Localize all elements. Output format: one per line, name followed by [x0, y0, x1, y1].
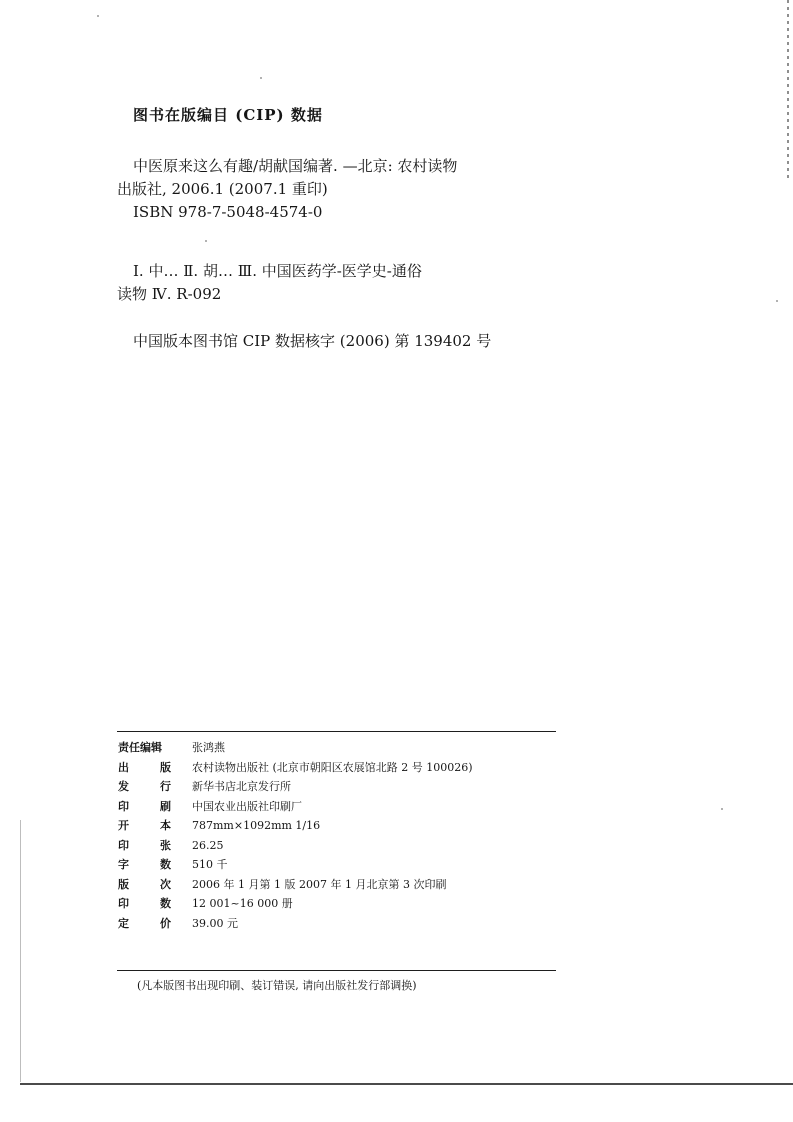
scan-speck: [776, 300, 778, 302]
colophon-value: 510 千: [192, 858, 228, 871]
colophon-value: 中国农业出版社印刷厂: [192, 799, 302, 813]
colophon-label: 定 价: [118, 916, 171, 930]
cip-record-line: 中国版本图书馆 CIP 数据核字 (2006) 第 139402 号: [133, 332, 492, 350]
cip-heading: 图书在版编目 (CIP) 数据: [133, 106, 323, 124]
scan-edge-left: [20, 820, 21, 1082]
colophon-table: [118, 738, 558, 933]
colophon-row-wordcount: [118, 855, 558, 875]
colophon-value: 12 001~16 000 册: [192, 897, 293, 910]
cip-classification: [117, 260, 422, 306]
scan-speck: [721, 808, 723, 810]
colophon-label: 印 刷: [118, 799, 171, 813]
colophon-value: 农村读物出版社 (北京市朝阳区农展馆北路 2 号 100026): [192, 760, 473, 774]
scan-speck: [205, 240, 207, 242]
colophon-row-sheets: [118, 836, 558, 856]
colophon-value: 张鸿燕: [192, 741, 225, 754]
colophon-value: 26.25: [192, 838, 224, 852]
misprint-notice: (凡本版图书出现印刷、装订错误, 请向出版社发行部调换): [137, 979, 417, 992]
colophon-top-rule: [117, 731, 556, 732]
colophon-label: 字 数: [118, 858, 171, 871]
colophon-label: 责任编辑: [118, 741, 162, 754]
colophon-row-price: [118, 914, 558, 934]
colophon-value: 新华书店北京发行所: [192, 780, 291, 793]
colophon-row-printer: [118, 797, 558, 817]
scan-edge-bottom: [20, 1083, 793, 1085]
colophon-bottom-rule: [117, 970, 556, 971]
colophon-row-format: [118, 816, 558, 836]
colophon-value: 2006 年 1 月第 1 版 2007 年 1 月北京第 3 次印刷: [192, 877, 447, 891]
colophon-row-printrun: [118, 894, 558, 914]
cip-publisher-line: 出版社, 2006.1 (2007.1 重印): [117, 180, 328, 198]
colophon-label: 印 张: [118, 838, 171, 852]
scan-speck: [97, 15, 99, 17]
colophon-value: 787mm×1092mm 1/16: [192, 819, 321, 832]
cip-class-line-1: Ⅰ. 中… Ⅱ. 胡… Ⅲ. 中国医药学-医学史-通俗: [133, 262, 422, 280]
colophon-label: 版 次: [118, 877, 171, 891]
colophon-value: 39.00 元: [192, 916, 238, 930]
colophon-label: 印 数: [118, 897, 171, 910]
colophon-row-publisher: [118, 758, 558, 778]
cip-isbn: ISBN 978-7-5048-4574-0: [133, 203, 323, 221]
colophon-label: 发 行: [118, 780, 171, 793]
colophon-label: 出 版: [118, 760, 171, 774]
cip-title-line: 中医原来这么有趣/胡献国编著. —北京: 农村读物: [133, 157, 458, 175]
colophon-label: 开 本: [118, 819, 171, 832]
colophon-row-distributor: [118, 777, 558, 797]
cip-class-line-2: 读物 Ⅳ. R-092: [117, 285, 222, 303]
cip-catalog-entry: [117, 155, 457, 224]
colophon-row-editor: [118, 738, 558, 758]
scan-edge-right: [787, 0, 789, 180]
colophon-row-edition: [118, 875, 558, 895]
scan-speck: [260, 77, 262, 79]
cip-record-number: [117, 330, 491, 353]
